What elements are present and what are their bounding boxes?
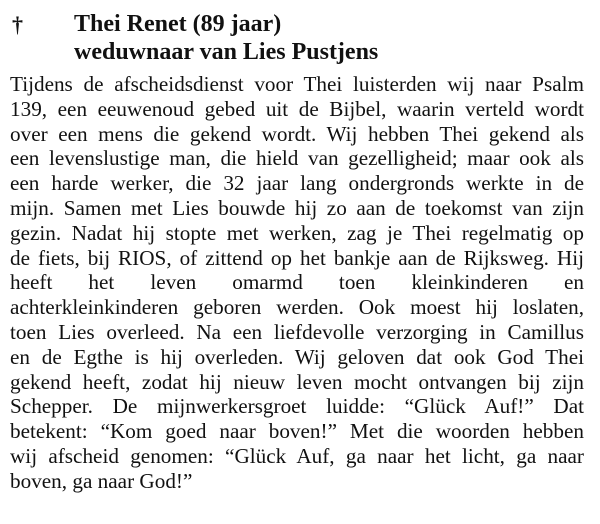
body-line: gezin. Nadat hij stopte met werken, zag je Thei regelmatig op: [10, 220, 584, 245]
body-line: achterkleinkinderen geboren werden. Ook moest hij loslaten,: [10, 295, 584, 320]
body-line: 139, een eeuwenoud gebed uit de Bijbel, waarin verteld wordt: [10, 96, 584, 121]
body-line: een levenslustige man, die hield van gezelligheid; maar ook als: [10, 146, 584, 171]
body-line: betekent: “Kom goed naar boven!” Met die woorden hebben: [10, 419, 584, 444]
body-line: mijn. Samen met Lies bouwde hij zo aan de toekomst van zijn: [10, 195, 584, 220]
notice-body: [10, 72, 584, 494]
body-line: heeft het leven omarmd toen kleinkinderen en: [10, 270, 584, 295]
body-line: Tijdens de afscheidsdienst voor Thei luisterden wij naar Psalm: [10, 72, 584, 96]
body-line: over een mens die gekend wordt. Wij hebben Thei gekend als: [10, 121, 584, 146]
body-line: de fiets, bij RIOS, of zittend op het bankje aan de Rijksweg. Hij: [10, 245, 584, 270]
obituary-notice: [10, 6, 584, 494]
body-line: boven, ga naar God!”: [10, 468, 193, 493]
cross-icon: †: [12, 12, 23, 37]
title-name-age: Thei Renet (89 jaar): [74, 11, 282, 37]
body-line: wij afscheid genomen: “Glück Auf, ga naar het licht, ga naar: [10, 443, 584, 468]
body-line: een harde werker, die 32 jaar lang ondergronds werkte in de: [10, 171, 584, 196]
body-line: Schepper. De mijnwerkersgroet luidde: “Glück Auf!” Dat: [10, 394, 584, 419]
body-line: en de Egthe is hij overleden. Wij geloven dat ook God Thei: [10, 344, 584, 369]
title-relation: weduwnaar van Lies Pustjens: [74, 39, 379, 65]
notice-header: [10, 6, 584, 72]
body-line: gekend heeft, zodat hij nieuw leven mocht ontvangen bij zijn: [10, 369, 584, 394]
body-line: toen Lies overleed. Na een liefdevolle verzorging in Camillus: [10, 319, 584, 344]
notice-title: [74, 10, 378, 66]
